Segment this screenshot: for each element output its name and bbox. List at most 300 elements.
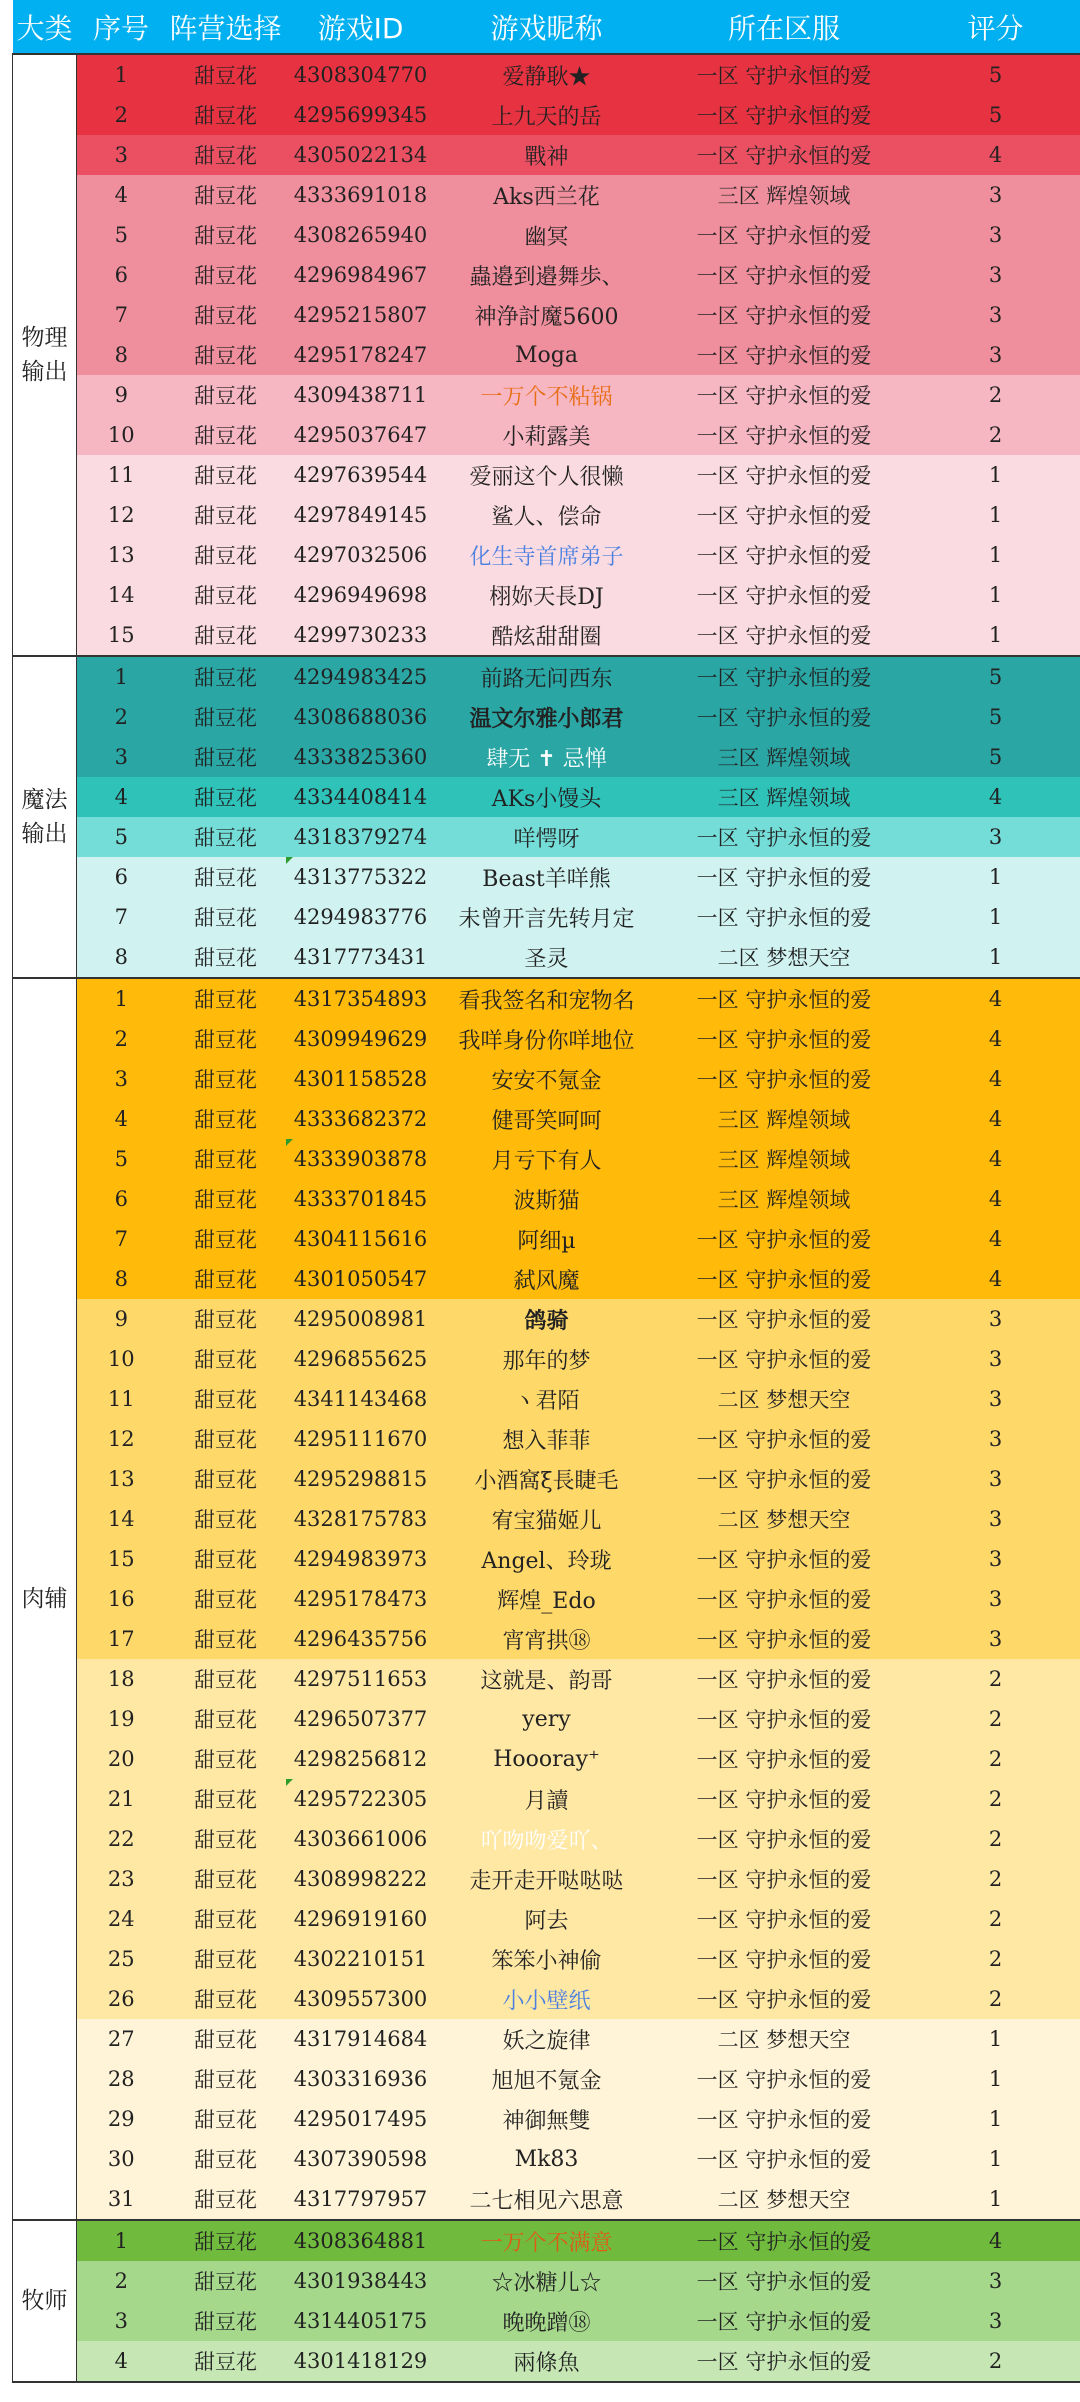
game-id-cell[interactable]: 4294983973 [286, 1539, 436, 1579]
server-cell[interactable]: 一区 守护永恒的爱 [658, 1859, 911, 1899]
camp-cell[interactable]: 甜豆花 [166, 1699, 286, 1739]
score-cell[interactable]: 2 [911, 1659, 1080, 1699]
server-cell[interactable]: 一区 守护永恒的爱 [658, 1019, 911, 1059]
camp-cell[interactable]: 甜豆花 [166, 495, 286, 535]
game-id-cell[interactable]: 4295699345 [286, 95, 436, 135]
camp-cell[interactable]: 甜豆花 [166, 1779, 286, 1819]
nickname-cell[interactable]: yery [436, 1699, 658, 1739]
score-cell[interactable]: 3 [911, 1619, 1080, 1659]
nickname-cell[interactable]: 这就是、韵哥 [436, 1659, 658, 1699]
camp-cell[interactable]: 甜豆花 [166, 1419, 286, 1459]
score-cell[interactable]: 3 [911, 1499, 1080, 1539]
category-cell[interactable]: 魔法 输出 [13, 656, 77, 978]
nickname-cell[interactable]: 一万个不粘锅 [436, 375, 658, 415]
seq-cell[interactable]: 11 [77, 1379, 166, 1419]
nickname-cell[interactable]: 上九天的岳 [436, 95, 658, 135]
score-cell[interactable]: 2 [911, 1859, 1080, 1899]
score-cell[interactable]: 4 [911, 135, 1080, 175]
game-id-cell[interactable]: 4298256812 [286, 1739, 436, 1779]
score-cell[interactable]: 4 [911, 777, 1080, 817]
camp-cell[interactable]: 甜豆花 [166, 2261, 286, 2301]
game-id-cell[interactable]: 4297849145 [286, 495, 436, 535]
game-id-cell[interactable]: 4294983776 [286, 897, 436, 937]
camp-cell[interactable]: 甜豆花 [166, 54, 286, 95]
nickname-cell[interactable]: 神浄討魔5600 [436, 295, 658, 335]
camp-cell[interactable]: 甜豆花 [166, 335, 286, 375]
camp-cell[interactable]: 甜豆花 [166, 2139, 286, 2179]
score-cell[interactable]: 3 [911, 1379, 1080, 1419]
score-cell[interactable]: 1 [911, 2139, 1080, 2179]
nickname-cell[interactable]: 栩妳天長DJ [436, 575, 658, 615]
game-id-cell[interactable]: 4295298815 [286, 1459, 436, 1499]
nickname-cell[interactable]: Angel、玲珑 [436, 1539, 658, 1579]
server-cell[interactable]: 一区 守护永恒的爱 [658, 2341, 911, 2382]
camp-cell[interactable]: 甜豆花 [166, 777, 286, 817]
camp-cell[interactable]: 甜豆花 [166, 1219, 286, 1259]
category-cell[interactable]: 肉辅 [13, 978, 77, 2220]
score-cell[interactable]: 3 [911, 2301, 1080, 2341]
server-cell[interactable]: 一区 守护永恒的爱 [658, 1339, 911, 1379]
nickname-cell[interactable]: 晚晚蹭⑱ [436, 2301, 658, 2341]
game-id-cell[interactable]: 4317773431 [286, 937, 436, 978]
score-cell[interactable]: 3 [911, 295, 1080, 335]
game-id-cell[interactable]: 4333701845 [286, 1179, 436, 1219]
server-cell[interactable]: 二区 梦想天空 [658, 1379, 911, 1419]
score-cell[interactable]: 2 [911, 1819, 1080, 1859]
server-cell[interactable]: 一区 守护永恒的爱 [658, 1779, 911, 1819]
game-id-cell[interactable]: 4308265940 [286, 215, 436, 255]
seq-cell[interactable]: 9 [77, 375, 166, 415]
score-cell[interactable]: 1 [911, 575, 1080, 615]
seq-cell[interactable]: 4 [77, 2341, 166, 2382]
nickname-cell[interactable]: AKs小馒头 [436, 777, 658, 817]
nickname-cell[interactable]: 幽冥 [436, 215, 658, 255]
camp-cell[interactable]: 甜豆花 [166, 1339, 286, 1379]
game-id-cell[interactable]: 4308688036 [286, 697, 436, 737]
score-cell[interactable]: 4 [911, 1019, 1080, 1059]
game-id-cell[interactable]: 4295178247 [286, 335, 436, 375]
score-cell[interactable]: 4 [911, 1259, 1080, 1299]
score-cell[interactable]: 2 [911, 1739, 1080, 1779]
server-cell[interactable]: 一区 守护永恒的爱 [658, 1459, 911, 1499]
camp-cell[interactable]: 甜豆花 [166, 535, 286, 575]
server-cell[interactable]: 一区 守护永恒的爱 [658, 897, 911, 937]
game-id-cell[interactable]: 4301938443 [286, 2261, 436, 2301]
server-cell[interactable]: 一区 守护永恒的爱 [658, 656, 911, 697]
game-id-cell[interactable]: 4296855625 [286, 1339, 436, 1379]
game-id-cell[interactable]: 4294983425 [286, 656, 436, 697]
nickname-cell[interactable]: 笨笨小神偷 [436, 1939, 658, 1979]
server-cell[interactable]: 一区 守护永恒的爱 [658, 697, 911, 737]
game-id-cell[interactable]: 4333682372 [286, 1099, 436, 1139]
game-id-cell[interactable]: 4308304770 [286, 54, 436, 95]
camp-cell[interactable]: 甜豆花 [166, 2019, 286, 2059]
game-id-cell[interactable]: 4296435756 [286, 1619, 436, 1659]
game-id-cell[interactable]: 4295037647 [286, 415, 436, 455]
score-cell[interactable]: 3 [911, 175, 1080, 215]
seq-cell[interactable]: 20 [77, 1739, 166, 1779]
nickname-cell[interactable]: 二七相见六思意 [436, 2179, 658, 2220]
camp-cell[interactable]: 甜豆花 [166, 656, 286, 697]
score-cell[interactable]: 4 [911, 978, 1080, 1019]
seq-cell[interactable]: 21 [77, 1779, 166, 1819]
server-cell[interactable]: 二区 梦想天空 [658, 937, 911, 978]
camp-cell[interactable]: 甜豆花 [166, 2301, 286, 2341]
server-cell[interactable]: 一区 守护永恒的爱 [658, 295, 911, 335]
server-cell[interactable]: 一区 守护永恒的爱 [658, 415, 911, 455]
game-id-cell[interactable]: 4296949698 [286, 575, 436, 615]
nickname-cell[interactable]: Mk83 [436, 2139, 658, 2179]
score-cell[interactable]: 3 [911, 1419, 1080, 1459]
server-cell[interactable]: 一区 守护永恒的爱 [658, 1899, 911, 1939]
header-nickname[interactable]: 游戏昵称 [436, 0, 658, 54]
nickname-cell[interactable]: 阿细µ [436, 1219, 658, 1259]
score-cell[interactable]: 3 [911, 2261, 1080, 2301]
camp-cell[interactable]: 甜豆花 [166, 375, 286, 415]
camp-cell[interactable]: 甜豆花 [166, 575, 286, 615]
camp-cell[interactable]: 甜豆花 [166, 697, 286, 737]
nickname-cell[interactable]: 健哥笑呵呵 [436, 1099, 658, 1139]
server-cell[interactable]: 一区 守护永恒的爱 [658, 2059, 911, 2099]
game-id-cell[interactable]: 4308998222 [286, 1859, 436, 1899]
camp-cell[interactable]: 甜豆花 [166, 1059, 286, 1099]
game-id-cell[interactable]: 4297032506 [286, 535, 436, 575]
camp-cell[interactable]: 甜豆花 [166, 1099, 286, 1139]
seq-cell[interactable]: 2 [77, 1019, 166, 1059]
seq-cell[interactable]: 30 [77, 2139, 166, 2179]
nickname-cell[interactable]: 化生寺首席弟子 [436, 535, 658, 575]
seq-cell[interactable]: 4 [77, 175, 166, 215]
game-id-cell[interactable]: 4301050547 [286, 1259, 436, 1299]
nickname-cell[interactable]: 肆无 ✝ 忌惮 [436, 737, 658, 777]
server-cell[interactable]: 一区 守护永恒的爱 [658, 1979, 911, 2019]
nickname-cell[interactable]: 蟲邉到邉舞歩、 [436, 255, 658, 295]
seq-cell[interactable]: 29 [77, 2099, 166, 2139]
server-cell[interactable]: 一区 守护永恒的爱 [658, 455, 911, 495]
score-cell[interactable]: 2 [911, 2341, 1080, 2382]
game-id-cell[interactable]: 4295008981 [286, 1299, 436, 1339]
nickname-cell[interactable]: 月讀 [436, 1779, 658, 1819]
server-cell[interactable]: 一区 守护永恒的爱 [658, 1739, 911, 1779]
nickname-cell[interactable]: 宵宵拱⑱ [436, 1619, 658, 1659]
server-cell[interactable]: 一区 守护永恒的爱 [658, 1259, 911, 1299]
nickname-cell[interactable]: Hoooray⁺ [436, 1739, 658, 1779]
game-id-cell[interactable]: 4295178473 [286, 1579, 436, 1619]
server-cell[interactable]: 一区 守护永恒的爱 [658, 2261, 911, 2301]
game-id-cell[interactable]: 4328175783 [286, 1499, 436, 1539]
score-cell[interactable]: 5 [911, 697, 1080, 737]
score-cell[interactable]: 3 [911, 817, 1080, 857]
score-cell[interactable]: 5 [911, 54, 1080, 95]
nickname-cell[interactable]: 爱静耿★ [436, 54, 658, 95]
game-id-cell[interactable]: 4317797957 [286, 2179, 436, 2220]
nickname-cell[interactable]: 爱丽这个人很懒 [436, 455, 658, 495]
seq-cell[interactable]: 12 [77, 495, 166, 535]
camp-cell[interactable]: 甜豆花 [166, 615, 286, 656]
server-cell[interactable]: 二区 梦想天空 [658, 2179, 911, 2220]
nickname-cell[interactable]: 想入菲菲 [436, 1419, 658, 1459]
server-cell[interactable]: 三区 辉煌领域 [658, 1179, 911, 1219]
server-cell[interactable]: 一区 守护永恒的爱 [658, 1059, 911, 1099]
score-cell[interactable]: 1 [911, 2179, 1080, 2220]
seq-cell[interactable]: 27 [77, 2019, 166, 2059]
nickname-cell[interactable]: 咩愕呀 [436, 817, 658, 857]
nickname-cell[interactable]: 弑风魔 [436, 1259, 658, 1299]
score-cell[interactable]: 1 [911, 535, 1080, 575]
score-cell[interactable]: 5 [911, 737, 1080, 777]
server-cell[interactable]: 一区 守护永恒的爱 [658, 1219, 911, 1259]
game-id-cell[interactable]: 4309949629 [286, 1019, 436, 1059]
server-cell[interactable]: 一区 守护永恒的爱 [658, 857, 911, 897]
game-id-cell[interactable]: 4309557300 [286, 1979, 436, 2019]
game-id-cell[interactable]: 4297511653 [286, 1659, 436, 1699]
camp-cell[interactable]: 甜豆花 [166, 937, 286, 978]
nickname-cell[interactable]: 月亏下有人 [436, 1139, 658, 1179]
score-cell[interactable]: 1 [911, 2099, 1080, 2139]
camp-cell[interactable]: 甜豆花 [166, 255, 286, 295]
camp-cell[interactable]: 甜豆花 [166, 1379, 286, 1419]
score-cell[interactable]: 3 [911, 335, 1080, 375]
server-cell[interactable]: 二区 梦想天空 [658, 1499, 911, 1539]
seq-cell[interactable]: 8 [77, 1259, 166, 1299]
seq-cell[interactable]: 31 [77, 2179, 166, 2220]
server-cell[interactable]: 一区 守护永恒的爱 [658, 978, 911, 1019]
game-id-cell[interactable]: 4302210151 [286, 1939, 436, 1979]
game-id-cell[interactable]: 4295215807 [286, 295, 436, 335]
camp-cell[interactable]: 甜豆花 [166, 175, 286, 215]
header-seq[interactable]: 序号 [77, 0, 166, 54]
score-cell[interactable]: 3 [911, 1539, 1080, 1579]
header-game-id[interactable]: 游戏ID [286, 0, 436, 54]
game-id-cell[interactable]: 4297639544 [286, 455, 436, 495]
camp-cell[interactable]: 甜豆花 [166, 1539, 286, 1579]
camp-cell[interactable]: 甜豆花 [166, 1019, 286, 1059]
game-id-cell[interactable]: 4309438711 [286, 375, 436, 415]
seq-cell[interactable]: 12 [77, 1419, 166, 1459]
game-id-cell[interactable]: 4333903878 [286, 1139, 436, 1179]
score-cell[interactable]: 3 [911, 255, 1080, 295]
header-camp[interactable]: 阵营选择 [166, 0, 286, 54]
seq-cell[interactable]: 3 [77, 2301, 166, 2341]
score-cell[interactable]: 5 [911, 95, 1080, 135]
server-cell[interactable]: 三区 辉煌领域 [658, 175, 911, 215]
server-cell[interactable]: 一区 守护永恒的爱 [658, 1579, 911, 1619]
seq-cell[interactable]: 23 [77, 1859, 166, 1899]
nickname-cell[interactable]: ☆冰糖儿☆ [436, 2261, 658, 2301]
server-cell[interactable]: 三区 辉煌领域 [658, 1139, 911, 1179]
seq-cell[interactable]: 8 [77, 937, 166, 978]
score-cell[interactable]: 3 [911, 215, 1080, 255]
score-cell[interactable]: 2 [911, 1899, 1080, 1939]
nickname-cell[interactable]: 走开走开哒哒哒 [436, 1859, 658, 1899]
server-cell[interactable]: 一区 守护永恒的爱 [658, 1659, 911, 1699]
camp-cell[interactable]: 甜豆花 [166, 455, 286, 495]
server-cell[interactable]: 一区 守护永恒的爱 [658, 575, 911, 615]
nickname-cell[interactable]: 阿去 [436, 1899, 658, 1939]
camp-cell[interactable]: 甜豆花 [166, 2179, 286, 2220]
game-id-cell[interactable]: 4317914684 [286, 2019, 436, 2059]
nickname-cell[interactable]: Aks西兰花 [436, 175, 658, 215]
camp-cell[interactable]: 甜豆花 [166, 295, 286, 335]
seq-cell[interactable]: 11 [77, 455, 166, 495]
seq-cell[interactable]: 2 [77, 95, 166, 135]
score-cell[interactable]: 2 [911, 375, 1080, 415]
seq-cell[interactable]: 10 [77, 1339, 166, 1379]
game-id-cell[interactable]: 4295111670 [286, 1419, 436, 1459]
nickname-cell[interactable]: 前路无问西东 [436, 656, 658, 697]
seq-cell[interactable]: 13 [77, 535, 166, 575]
camp-cell[interactable]: 甜豆花 [166, 2220, 286, 2261]
seq-cell[interactable]: 1 [77, 2220, 166, 2261]
nickname-cell[interactable]: 波斯猫 [436, 1179, 658, 1219]
game-id-cell[interactable]: 4317354893 [286, 978, 436, 1019]
score-cell[interactable]: 3 [911, 1579, 1080, 1619]
seq-cell[interactable]: 6 [77, 1179, 166, 1219]
nickname-cell[interactable]: 我咩身份你咩地位 [436, 1019, 658, 1059]
server-cell[interactable]: 一区 守护永恒的爱 [658, 495, 911, 535]
nickname-cell[interactable]: 旭旭不氪金 [436, 2059, 658, 2099]
seq-cell[interactable]: 7 [77, 897, 166, 937]
nickname-cell[interactable]: ヽ君陌 [436, 1379, 658, 1419]
score-cell[interactable]: 1 [911, 897, 1080, 937]
server-cell[interactable]: 一区 守护永恒的爱 [658, 1939, 911, 1979]
server-cell[interactable]: 一区 守护永恒的爱 [658, 535, 911, 575]
score-cell[interactable]: 3 [911, 1299, 1080, 1339]
camp-cell[interactable]: 甜豆花 [166, 897, 286, 937]
game-id-cell[interactable]: 4334408414 [286, 777, 436, 817]
seq-cell[interactable]: 5 [77, 215, 166, 255]
seq-cell[interactable]: 7 [77, 295, 166, 335]
nickname-cell[interactable]: 辉煌_Edo [436, 1579, 658, 1619]
server-cell[interactable]: 一区 守护永恒的爱 [658, 1699, 911, 1739]
server-cell[interactable]: 三区 辉煌领域 [658, 777, 911, 817]
score-cell[interactable]: 4 [911, 1219, 1080, 1259]
score-cell[interactable]: 4 [911, 1099, 1080, 1139]
nickname-cell[interactable]: 小酒窩ξ長睫毛 [436, 1459, 658, 1499]
server-cell[interactable]: 一区 守护永恒的爱 [658, 2139, 911, 2179]
score-cell[interactable]: 2 [911, 1779, 1080, 1819]
camp-cell[interactable]: 甜豆花 [166, 1579, 286, 1619]
server-cell[interactable]: 一区 守护永恒的爱 [658, 1619, 911, 1659]
seq-cell[interactable]: 1 [77, 54, 166, 95]
camp-cell[interactable]: 甜豆花 [166, 95, 286, 135]
seq-cell[interactable]: 6 [77, 255, 166, 295]
game-id-cell[interactable]: 4304115616 [286, 1219, 436, 1259]
nickname-cell[interactable]: 兩條魚 [436, 2341, 658, 2382]
camp-cell[interactable]: 甜豆花 [166, 2059, 286, 2099]
nickname-cell[interactable]: Beast羊咩熊 [436, 857, 658, 897]
server-cell[interactable]: 一区 守护永恒的爱 [658, 2099, 911, 2139]
seq-cell[interactable]: 24 [77, 1899, 166, 1939]
score-cell[interactable]: 2 [911, 1699, 1080, 1739]
camp-cell[interactable]: 甜豆花 [166, 1859, 286, 1899]
seq-cell[interactable]: 3 [77, 135, 166, 175]
camp-cell[interactable]: 甜豆花 [166, 215, 286, 255]
seq-cell[interactable]: 7 [77, 1219, 166, 1259]
seq-cell[interactable]: 15 [77, 1539, 166, 1579]
nickname-cell[interactable]: 安安不氪金 [436, 1059, 658, 1099]
nickname-cell[interactable]: 那年的梦 [436, 1339, 658, 1379]
seq-cell[interactable]: 10 [77, 415, 166, 455]
game-id-cell[interactable]: 4296919160 [286, 1899, 436, 1939]
camp-cell[interactable]: 甜豆花 [166, 135, 286, 175]
nickname-cell[interactable]: Moga [436, 335, 658, 375]
server-cell[interactable]: 三区 辉煌领域 [658, 1099, 911, 1139]
server-cell[interactable]: 一区 守护永恒的爱 [658, 817, 911, 857]
seq-cell[interactable]: 2 [77, 2261, 166, 2301]
server-cell[interactable]: 一区 守护永恒的爱 [658, 215, 911, 255]
game-id-cell[interactable]: 4333691018 [286, 175, 436, 215]
seq-cell[interactable]: 5 [77, 1139, 166, 1179]
game-id-cell[interactable]: 4295722305 [286, 1779, 436, 1819]
seq-cell[interactable]: 3 [77, 1059, 166, 1099]
game-id-cell[interactable]: 4341143468 [286, 1379, 436, 1419]
camp-cell[interactable]: 甜豆花 [166, 415, 286, 455]
server-cell[interactable]: 三区 辉煌领域 [658, 737, 911, 777]
seq-cell[interactable]: 13 [77, 1459, 166, 1499]
score-cell[interactable]: 1 [911, 615, 1080, 656]
server-cell[interactable]: 一区 守护永恒的爱 [658, 135, 911, 175]
seq-cell[interactable]: 4 [77, 1099, 166, 1139]
seq-cell[interactable]: 26 [77, 1979, 166, 2019]
nickname-cell[interactable]: 宥宝猫姬儿 [436, 1499, 658, 1539]
header-category[interactable]: 大类 [13, 0, 77, 54]
game-id-cell[interactable]: 4303661006 [286, 1819, 436, 1859]
score-cell[interactable]: 4 [911, 1179, 1080, 1219]
game-id-cell[interactable]: 4318379274 [286, 817, 436, 857]
camp-cell[interactable]: 甜豆花 [166, 1739, 286, 1779]
seq-cell[interactable]: 16 [77, 1579, 166, 1619]
category-cell[interactable]: 物理 输出 [13, 54, 77, 656]
server-cell[interactable]: 一区 守护永恒的爱 [658, 2220, 911, 2261]
server-cell[interactable]: 二区 梦想天空 [658, 2019, 911, 2059]
server-cell[interactable]: 一区 守护永恒的爱 [658, 255, 911, 295]
game-id-cell[interactable]: 4303316936 [286, 2059, 436, 2099]
score-cell[interactable]: 1 [911, 495, 1080, 535]
camp-cell[interactable]: 甜豆花 [166, 817, 286, 857]
server-cell[interactable]: 一区 守护永恒的爱 [658, 1419, 911, 1459]
score-cell[interactable]: 4 [911, 2220, 1080, 2261]
game-id-cell[interactable]: 4296984967 [286, 255, 436, 295]
seq-cell[interactable]: 6 [77, 857, 166, 897]
nickname-cell[interactable]: 小莉露美 [436, 415, 658, 455]
game-id-cell[interactable]: 4313775322 [286, 857, 436, 897]
camp-cell[interactable]: 甜豆花 [166, 2341, 286, 2382]
header-score[interactable]: 评分 [911, 0, 1080, 54]
camp-cell[interactable]: 甜豆花 [166, 1659, 286, 1699]
nickname-cell[interactable]: 吖吻吻爱吖、 [436, 1819, 658, 1859]
score-cell[interactable]: 1 [911, 2059, 1080, 2099]
server-cell[interactable]: 一区 守护永恒的爱 [658, 54, 911, 95]
game-id-cell[interactable]: 4301158528 [286, 1059, 436, 1099]
nickname-cell[interactable]: 神御無雙 [436, 2099, 658, 2139]
server-cell[interactable]: 一区 守护永恒的爱 [658, 335, 911, 375]
seq-cell[interactable]: 14 [77, 575, 166, 615]
game-id-cell[interactable]: 4308364881 [286, 2220, 436, 2261]
score-cell[interactable]: 2 [911, 1939, 1080, 1979]
seq-cell[interactable]: 8 [77, 335, 166, 375]
server-cell[interactable]: 一区 守护永恒的爱 [658, 375, 911, 415]
seq-cell[interactable]: 22 [77, 1819, 166, 1859]
camp-cell[interactable]: 甜豆花 [166, 1939, 286, 1979]
camp-cell[interactable]: 甜豆花 [166, 1259, 286, 1299]
game-id-cell[interactable]: 4314405175 [286, 2301, 436, 2341]
seq-cell[interactable]: 1 [77, 656, 166, 697]
category-cell[interactable]: 牧师 [13, 2220, 77, 2382]
camp-cell[interactable]: 甜豆花 [166, 1179, 286, 1219]
server-cell[interactable]: 一区 守护永恒的爱 [658, 615, 911, 656]
nickname-cell[interactable]: 未曾开言先转月定 [436, 897, 658, 937]
